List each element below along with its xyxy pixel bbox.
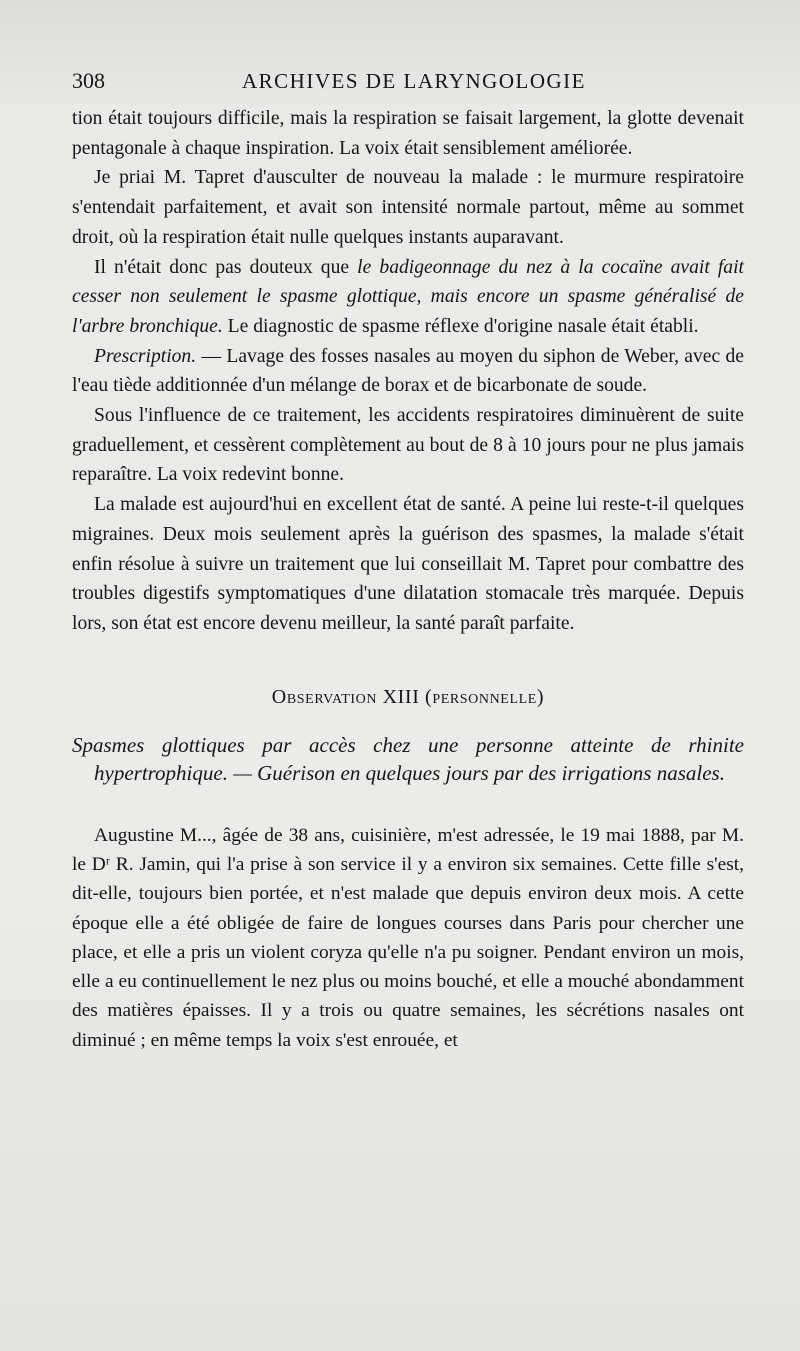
prescription-label: Prescription. (94, 345, 197, 367)
paragraph-text: Il n'était donc pas douteux que (94, 256, 358, 278)
paragraph-text: Le diagnostic de spasme réflexe d'origine nasale était établi. (222, 315, 699, 337)
page-number: 308 (72, 68, 105, 93)
running-title: ARCHIVES DE LARYNGOLOGIE (242, 69, 586, 93)
page-header (72, 68, 744, 104)
italic-emphasis: le badigeonnage du nez à la cocaïne avait fait cesser non seulement le spasme glottique, mais encore un spasme généralisé de l'arbre bronchique. (72, 256, 744, 337)
paragraph: Sous l'influence de ce traitement, les accidents respiratoires diminuèrent de suite graduellement, et cessèrent complètement au bout de 8 à 10 jours pour ne plus jamais reparaître. La voix redevint bonne. (72, 405, 744, 486)
body-text (72, 104, 744, 639)
observation-subtitle: Spasmes glottiques par accès chez une personne atteinte de rhinite hypertrophique. — Guérison en quelques jours par des irrigations nasales. (72, 732, 744, 785)
observation-body (72, 821, 744, 1055)
paragraph (72, 342, 744, 401)
paragraph (72, 253, 744, 342)
paragraph: Je priai M. Tapret d'ausculter de nouveau la malade : le murmure respiratoire s'entendait parfaitement, et avait son intensité normale partout, même au sommet droit, où la respiration était nulle quelques instants auparavant. (72, 167, 744, 248)
paragraph: tion était toujours difficile, mais la respiration se faisait largement, la glotte devenait pentagonale à chaque inspiration. La voix était sensiblement améliorée. (72, 108, 744, 159)
paragraph: La malade est aujourd'hui en excellent état de santé. A peine lui reste-t-il quelques migraines. Deux mois seulement après la guérison des spasmes, la malade s'était enfin résolue à suivre un traitement que lui conseillait M. Tapret pour combattre des troubles digestifs symptomatiques d'une dilatation stomacale très marquée. Depuis lors, son état est encore devenu meilleur, la santé paraît parfaite. (72, 494, 744, 634)
observation-title: Observation XIII (personnelle) (271, 685, 545, 708)
paragraph-text: — Lavage des fosses nasales au moyen du siphon de Weber, avec de l'eau tiède additionnée d'un mélange de borax et de bicarbonate de soude. (72, 345, 744, 397)
paragraph: Augustine M..., âgée de 38 ans, cuisinière, m'est adressée, le 19 mai 1888, par M. le Dʳ R. Jamin, qui l'a prise à son service il y a environ six semaines. Cette fille s'est, dit-elle, toujours bien portée, et n'est malade que depuis environ deux mois. A cette époque elle a été obligée de faire de longues courses dans Paris pour chercher une place, et elle a pris un violent coryza qu'elle n'a pu soigner. Pendant environ un mois, elle a eu continuellement le nez plus ou moins bouché, et elle a mouché abondamment des matières épaisses. Il y a trois ou quatre semaines, les sécrétions nasales ont diminué ; en même temps la voix s'est enrouée, et (72, 824, 744, 1051)
